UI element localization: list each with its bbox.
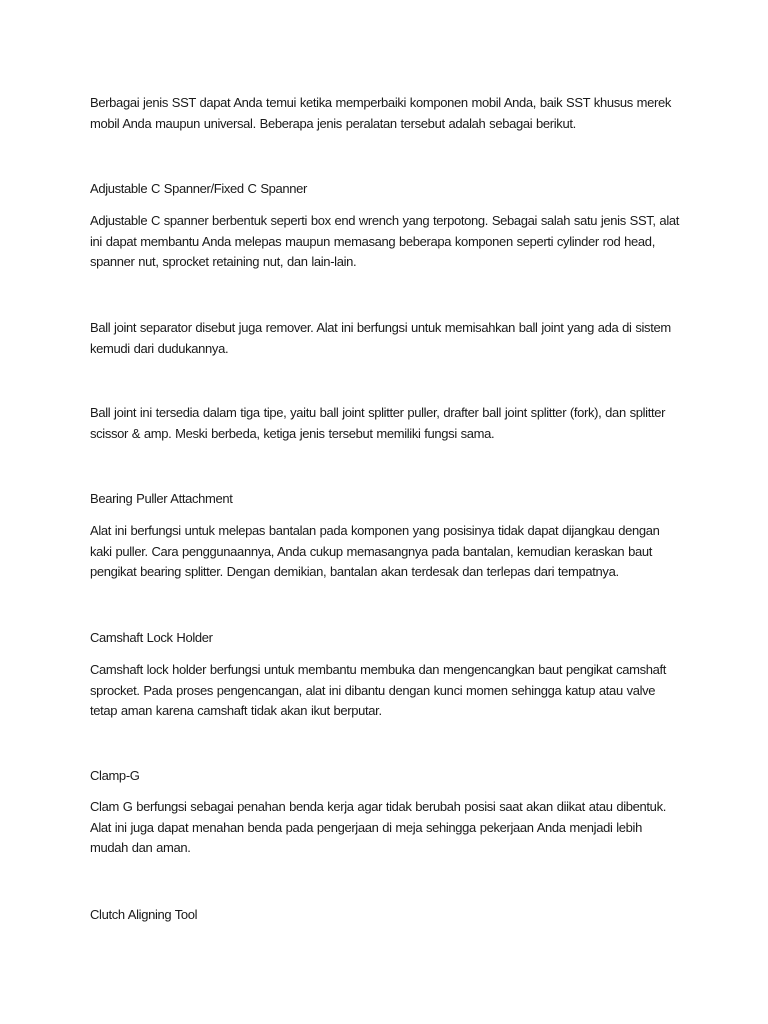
section-paragraph: Camshaft lock holder berfungsi untuk membantu membuka dan mengencangkan baut pengikat camshaft sprocket. Pada proses pengencangan, alat ini dibantu dengan kunci momen sehingga katup atau valve tetap aman karena camshaft tidak akan ikut berputar.: [90, 662, 667, 718]
section-paragraph: Adjustable C spanner berbentuk seperti box end wrench yang terpotong. Sebagai salah satu jenis SST, alat ini dapat membantu Anda melepas maupun memasang beberapa komponen seperti cylinder rod head, spanner nut, sprocket retaining nut, dan lain-lain.: [90, 213, 679, 269]
section-heading-clutch-aligning-tool: Clutch Aligning Tool: [90, 907, 198, 922]
section-paragraph: Clam G berfungsi sebagai penahan benda kerja agar tidak berubah posisi saat akan diikat atau dibentuk. Alat ini juga dapat menahan benda pada pengerjaan di meja sehingga pekerjaan Anda menjadi lebih mudah dan aman.: [90, 799, 666, 855]
section-paragraph: Alat ini berfungsi untuk melepas bantalan pada komponen yang posisinya tidak dapat dijangkau dengan kaki puller. Cara penggunaannya, Anda cukup memasangnya pada bantalan, kemudian keraskan baut pengikat bearing splitter. Dengan demikian, bantalan akan terdesak dan terlepas dari tempatnya.: [90, 523, 660, 579]
section-heading-camshaft-lock-holder: Camshaft Lock Holder: [90, 630, 213, 645]
section-heading-bearing-puller-attachment: Bearing Puller Attachment: [90, 491, 233, 506]
section-paragraph: Ball joint separator disebut juga remover. Alat ini berfungsi untuk memisahkan ball joint yang ada di sistem kemudi dari dudukannya.: [90, 320, 671, 356]
section-heading-clamp-g: Clamp-G: [90, 768, 140, 783]
intro-paragraph: Berbagai jenis SST dapat Anda temui ketika memperbaiki komponen mobil Anda, baik SST khusus merek mobil Anda maupun universal. Beberapa jenis peralatan tersebut adalah sebagai berikut.: [90, 95, 672, 131]
section-paragraph: Ball joint ini tersedia dalam tiga tipe, yaitu ball joint splitter puller, drafter ball joint splitter (fork), dan splitter scissor & amp. Meski berbeda, ketiga jenis tersebut memiliki fungsi sama.: [90, 405, 666, 441]
section-heading-adjustable-c-spanner: Adjustable C Spanner/Fixed C Spanner: [90, 181, 308, 196]
